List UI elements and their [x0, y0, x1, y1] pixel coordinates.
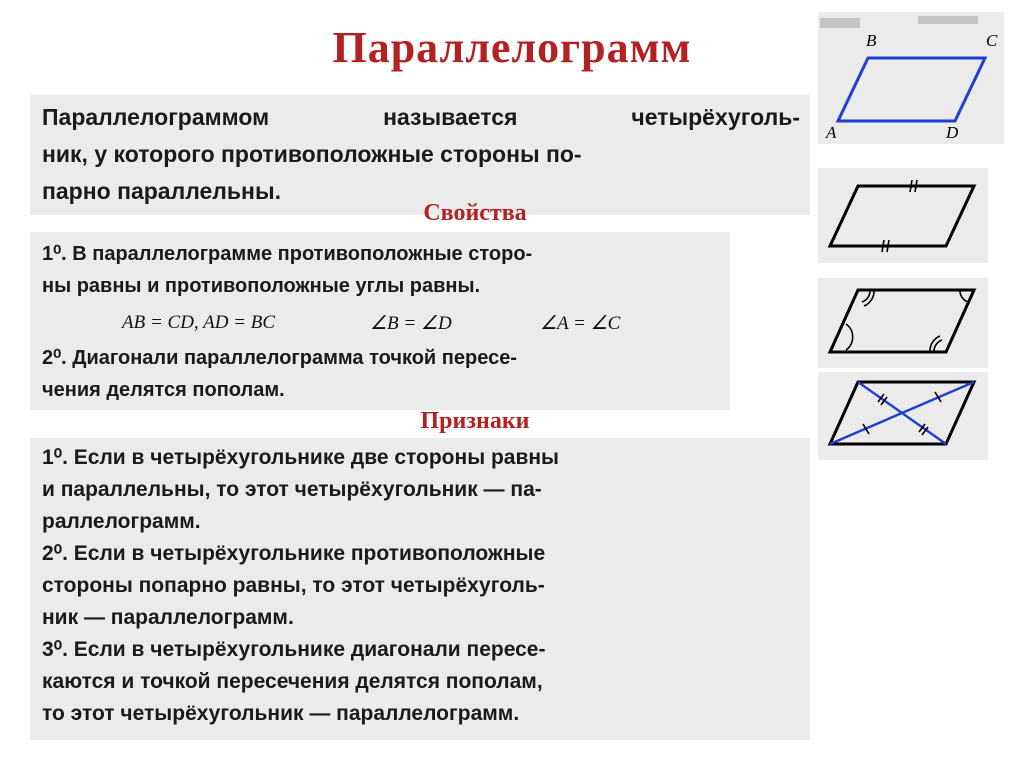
defined-term: Параллелограммом — [42, 104, 270, 130]
vertex-a-label: A — [826, 123, 837, 142]
vertex-d-label: D — [946, 123, 959, 142]
figure-labeled-parallelogram — [818, 12, 1004, 144]
criteria-block — [30, 438, 810, 740]
formula-sides: AB = CD, AD = BC — [122, 312, 276, 333]
definition-line-1 — [42, 99, 800, 136]
criteria-heading: Признаки — [420, 408, 530, 434]
figure-equal-sides — [818, 168, 988, 263]
definition-line-2: ник, у которого противоположные стороны по- — [42, 141, 582, 167]
diagonals-svg — [818, 372, 988, 460]
property-2-line-2: чения делятся пополам. — [42, 379, 285, 401]
definition-word: четырёхуголь- — [631, 104, 800, 130]
criterion-3-line-3: то этот четырёхугольник — параллелограмм. — [42, 702, 520, 725]
vertex-c-label: C — [986, 31, 998, 50]
criterion-2-line-1: 2⁰. Если в четырёхугольнике противоположные — [42, 542, 546, 565]
property-1-line-2: ны равны и противоположные углы равны. — [42, 275, 481, 297]
properties-heading: Свойства — [423, 200, 527, 226]
criterion-3-line-2: каются и точкой пересечения делятся пополам, — [42, 670, 543, 693]
criterion-1-line-2: и параллельны, то этот четырёхугольник — па- — [42, 478, 542, 501]
labeled-parallelogram-svg — [818, 12, 1004, 144]
formula-angles-bd: ∠B = ∠D — [370, 313, 452, 334]
equal-angles-svg — [818, 278, 988, 368]
criterion-2-line-3: ник — параллелограмм. — [42, 606, 294, 629]
page-title: Параллелограмм — [332, 23, 692, 72]
property-2-line-1: 2⁰. Диагонали параллелограмма точкой пересе- — [42, 347, 517, 369]
property-1-line-1: 1⁰. В параллелограмме противоположные сторо- — [42, 243, 533, 265]
criterion-1-line-1: 1⁰. Если в четырёхугольнике две стороны равны — [42, 446, 559, 469]
equal-sides-svg — [818, 168, 988, 263]
definition-line-3: парно параллельны. — [42, 178, 281, 204]
figure-diagonals — [818, 372, 988, 460]
vertex-b-label: B — [866, 31, 877, 50]
criterion-3-line-1: 3⁰. Если в четырёхугольнике диагонали пересе- — [42, 638, 546, 661]
formula-angles-ac: ∠A = ∠C — [540, 313, 621, 334]
definition-word: называется — [383, 104, 518, 130]
definition-block — [30, 95, 810, 215]
criterion-2-line-2: стороны попарно равны, то этот четырёхуголь- — [42, 574, 545, 597]
figure-equal-angles — [818, 278, 988, 368]
criterion-1-line-3: раллелограмм. — [42, 510, 201, 533]
